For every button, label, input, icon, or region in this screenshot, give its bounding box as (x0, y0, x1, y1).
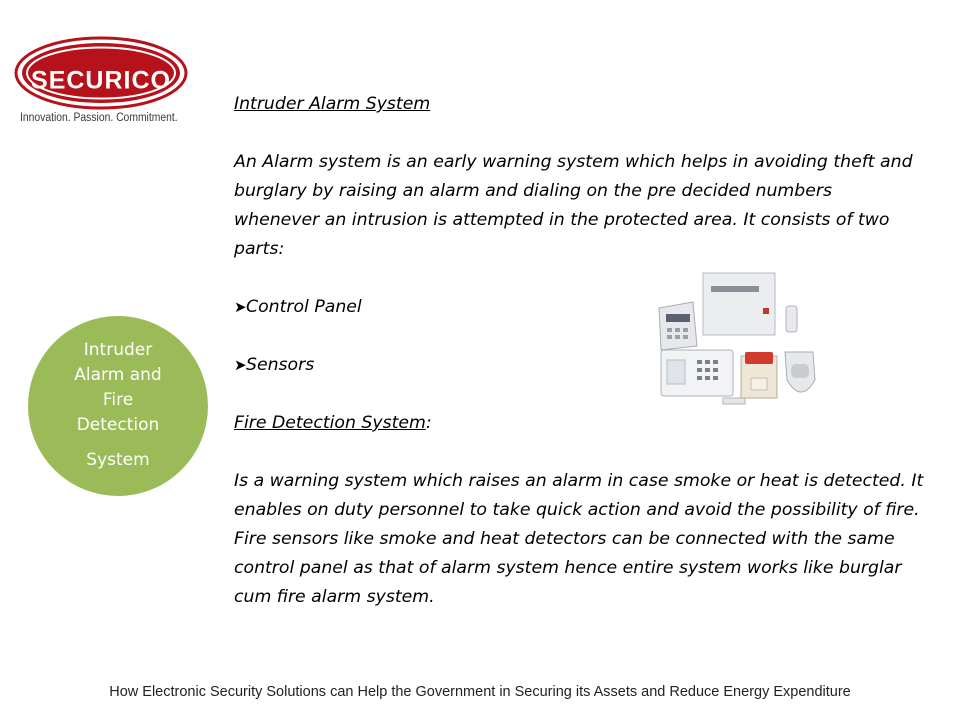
fire-heading: Fire Detection System (234, 413, 426, 433)
topic-circle (28, 316, 208, 496)
alarm-equipment-image (653, 268, 823, 408)
main-content (234, 90, 934, 612)
topic-circle-subtitle: System (86, 450, 150, 470)
part-control-panel: Control Panel (246, 297, 362, 317)
securico-logo (14, 36, 194, 128)
logo-tagline: Innovation. Passion. Commitment. (20, 112, 178, 124)
fire-heading-line (234, 409, 934, 438)
arrow-bullet-icon: ➤ (234, 298, 247, 316)
part-sensors: Sensors (246, 355, 315, 375)
intruder-body: An Alarm system is an early warning system which helps in avoiding theft and burglary by raising an alarm and dialing on the pre decided numbers whenever an intrusion is attempted in the protected area. It consists of two parts: (234, 152, 913, 259)
topic-circle-title: Intruder Alarm and Fire Detection (74, 340, 162, 435)
logo-brand-name: SECURICO (31, 66, 171, 95)
arrow-bullet-icon: ➤ (234, 356, 247, 374)
list-item (234, 293, 934, 322)
fire-heading-colon: : (425, 413, 432, 433)
fire-body-2: Fire sensors like smoke and heat detectors can be connected with the same control panel as that of alarm system hence entire system works like burglar cum fire alarm system. (234, 529, 902, 607)
footer-text: How Electronic Security Solutions can Help the Government in Securing its Assets and Reduce Energy Expenditure (109, 684, 851, 700)
intruder-heading: Intruder Alarm System (234, 94, 431, 114)
fire-body-1: Is a warning system which raises an alarm in case smoke or heat is detected. It enables on duty personnel to take quick action and avoid the possibility of fire. (234, 471, 924, 520)
list-item (234, 351, 934, 380)
